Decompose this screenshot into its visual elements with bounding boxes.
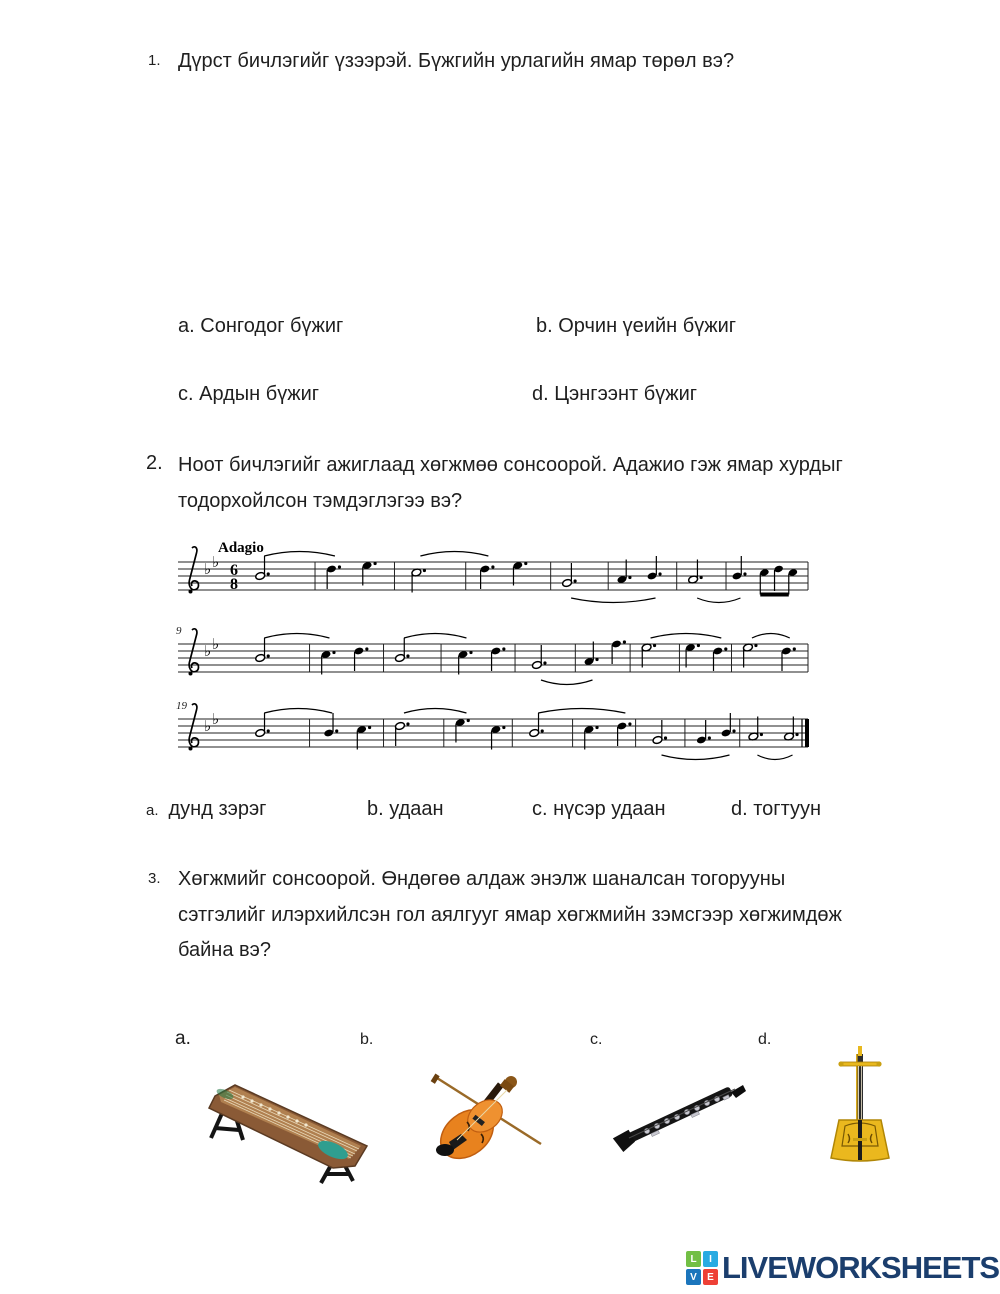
khuur-peg-right [876,1061,881,1066]
q2-option-a-label: a. [146,802,159,819]
q1-option-b-text: Орчин үеийн бүжиг [558,315,737,337]
svg-text:♭: ♭ [204,642,212,660]
logo-square-i: I [703,1251,718,1267]
svg-text:8: 8 [230,576,238,593]
q2-option-d[interactable] [731,798,821,821]
q1-option-a-label: a. [178,315,195,337]
liveworksheets-logo-squares [686,1251,718,1285]
q2-option-a-text: дунд зэрэг [168,798,267,820]
question1-number: 1. [148,52,161,69]
svg-text:♭: ♭ [212,710,220,728]
svg-text:♭: ♭ [212,635,220,653]
yatga-zither-image[interactable] [185,1062,385,1192]
violin-image[interactable] [415,1060,555,1177]
clarinet-mouthpiece [731,1085,746,1098]
q2-option-c-text: нүсэр удаан [553,798,666,820]
logo-square-l: L [686,1251,701,1267]
question2-text: Ноот бичлэгийг ажиглаад хөгжмөө сонсоорой. Адажио гэж ямар хурдыг тодорхойлсон тэмдэглэгээ вэ? [178,454,843,512]
khuur-finial [858,1046,862,1056]
svg-text:19: 19 [176,700,187,712]
q3-option-d-label[interactable]: d. [758,1031,772,1048]
question1-media-placeholder [178,95,818,300]
khuur-peg-crossbar [841,1062,879,1066]
q1-option-c-text: Ардын бүжиг [199,383,320,405]
khuur-bridge [853,1138,867,1141]
clarinet-highlight [629,1089,735,1138]
svg-text:♭: ♭ [204,717,212,735]
svg-text:♭: ♭ [212,553,220,571]
liveworksheets-logo-text: LIVEWORKSHEETS [722,1250,1000,1285]
q1-option-a[interactable] [178,315,343,338]
question3-number: 3. [148,870,161,887]
q2-option-d-text: тогтуун [753,798,822,820]
q2-option-a[interactable] [146,798,266,821]
khuur-peg-left [838,1061,843,1066]
q1-option-d[interactable] [532,383,697,406]
logo-square-e: E [703,1269,718,1285]
svg-text:♭: ♭ [204,560,212,578]
q2-option-c-label: c. [532,798,548,820]
q2-option-b-label: b. [367,798,384,820]
q1-option-b[interactable] [536,315,736,338]
question1-text: Дүрст бичлэгийг үзээрэй. Бүжгийн урлагийн ямар төрөл вэ? [178,50,735,72]
q2-option-b-text: удаан [389,798,444,820]
svg-text:6: 6 [230,562,238,579]
logo-square-v: V [686,1269,701,1285]
svg-text:Adagio: Adagio [218,540,264,556]
q1-option-d-text: Цэнгээнт бүжиг [554,383,698,405]
violin-chinrest [436,1144,454,1156]
clarinet-image[interactable] [595,1072,755,1169]
ikh-khuur-image[interactable] [815,1042,905,1175]
q2-option-b[interactable] [367,798,444,821]
q1-option-c[interactable] [178,383,319,406]
q3-option-c-label[interactable]: c. [590,1031,603,1048]
q3-option-b-label[interactable]: b. [360,1031,374,1048]
q1-option-b-label: b. [536,315,553,337]
q2-option-d-label: d. [731,798,748,820]
question2-number: 2. [146,452,163,474]
q2-option-c[interactable] [532,798,666,821]
question3-text: Хөгжмийг сонсоорой. Өндөгөө алдаж энэлж шаналсан тогорууны сэтгэлийг илэрхийлсэн гол аялгууг ямар хөгжмийн зэмсгээр хөгжимдөж байна вэ? [178,868,842,962]
sheet-music-staff-3 [172,697,820,773]
sheet-music-staff-1 [172,540,820,616]
sheet-music-staff-2 [172,622,820,698]
q1-option-a-text: Сонгодог бүжиг [200,315,344,337]
liveworksheets-logo[interactable] [686,1250,999,1286]
svg-text:9: 9 [176,625,182,637]
q1-option-d-label: d. [532,383,549,405]
q1-option-c-label: c. [178,383,194,405]
q3-option-a-label[interactable]: a. [175,1028,191,1049]
